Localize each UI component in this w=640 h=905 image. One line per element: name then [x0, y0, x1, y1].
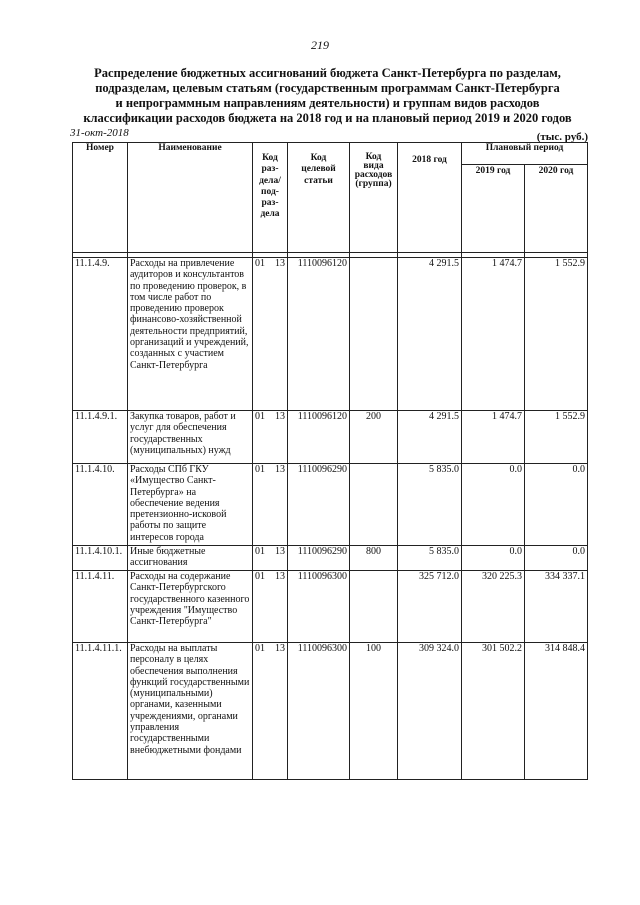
row-number: 11.1.4.10.1.: [73, 546, 128, 571]
table-row: [73, 643, 588, 780]
row-2020: 1 552.9: [525, 411, 588, 464]
row-number: 11.1.4.11.: [73, 571, 128, 643]
row-target: 1110096290: [288, 546, 350, 571]
header-section-line: дела: [260, 209, 280, 220]
section-code: 01: [255, 546, 265, 557]
row-number: 11.1.4.10.: [73, 464, 128, 546]
table-row: [73, 546, 588, 571]
header-group-line: Код: [365, 152, 382, 162]
header-name: Наименование: [128, 143, 253, 253]
row-2018: 309 324.0: [398, 643, 462, 780]
subsection-code: 13: [275, 258, 285, 269]
header-number: Номер: [73, 143, 128, 253]
row-number: 11.1.4.9.1.: [73, 411, 128, 464]
row-2019: 320 225.3: [462, 571, 525, 643]
table-row: [73, 258, 588, 411]
row-2018: 325 712.0: [398, 571, 462, 643]
row-2018: 5 835.0: [398, 546, 462, 571]
row-target: 1110096120: [288, 411, 350, 464]
row-section: [253, 546, 288, 571]
header-target-line: целевой: [301, 164, 336, 175]
row-section: [253, 258, 288, 411]
row-section: [253, 464, 288, 546]
header-section-line: дела/: [259, 175, 281, 186]
row-group: [350, 571, 398, 643]
row-number: 11.1.4.9.: [73, 258, 128, 411]
row-target: 1110096120: [288, 258, 350, 411]
row-section: [253, 411, 288, 464]
row-name: Расходы на содержание Санкт-Петербургского государственного казенного учреждения "Имущество Санкт-Петербурга": [128, 571, 253, 643]
row-name: Расходы СПб ГКУ «Имущество Санкт-Петербурга» на обеспечение ведения претензионно-исковой работы по защите интересов города: [128, 464, 253, 546]
header-target-line: статьи: [304, 175, 333, 186]
document-title: [70, 66, 585, 126]
title-line: классификации расходов бюджета на 2018 год и на плановый период 2019 и 2020 годов: [83, 111, 572, 125]
row-2019: 1 474.7: [462, 258, 525, 411]
row-target: 1110096290: [288, 464, 350, 546]
table-row: [73, 411, 588, 464]
subsection-code: 13: [275, 571, 285, 582]
row-group: [350, 464, 398, 546]
subsection-code: 13: [275, 464, 285, 475]
document-date: 31-окт-2018: [70, 127, 129, 139]
header-group-line: расходов: [354, 170, 393, 180]
table-header: [73, 143, 588, 258]
row-name: Расходы на привлечение аудиторов и консультантов по проведению проверок, в том числе работ по проведению проверок финансово-хозяйственной деятельности предприятий, организаций и учреждений, созданных с участием Санкт-Петербурга: [128, 258, 253, 411]
section-code: 01: [255, 258, 265, 269]
row-2019: 0.0: [462, 464, 525, 546]
row-section: [253, 571, 288, 643]
row-2018: 4 291.5: [398, 411, 462, 464]
row-name: Закупка товаров, работ и услуг для обеспечения государственных (муниципальных) нужд: [128, 411, 253, 464]
row-group: 200: [350, 411, 398, 464]
row-2020: 334 337.1: [525, 571, 588, 643]
subsection-code: 13: [275, 643, 285, 654]
row-2018: 4 291.5: [398, 258, 462, 411]
header-2018: 2018 год: [398, 143, 462, 253]
header-target-line: Код: [310, 153, 327, 163]
header-2020: 2020 год: [525, 165, 588, 253]
header-section-line: Код: [262, 153, 278, 163]
header-section-line: под-: [261, 186, 279, 197]
header-group-line: (группа): [355, 179, 392, 189]
row-2020: 0.0: [525, 546, 588, 571]
table-row: [73, 464, 588, 546]
table-body: [73, 258, 588, 780]
header-target: [288, 143, 350, 253]
row-2019: 0.0: [462, 546, 525, 571]
row-name: Расходы на выплаты персоналу в целях обеспечения выполнения функций государственными (муниципальными) органами, казенными учреждениями, органами управления государственными внебюджетными фондами: [128, 643, 253, 780]
row-2020: 314 848.4: [525, 643, 588, 780]
row-group: 800: [350, 546, 398, 571]
section-code: 01: [255, 571, 265, 582]
title-line: Распределение бюджетных ассигнований бюджета Санкт-Петербурга по разделам,: [94, 66, 561, 80]
row-name: Иные бюджетные ассигнования: [128, 546, 253, 571]
title-line: подразделам, целевым статьям (государственным программам Санкт-Петербурга: [95, 81, 560, 95]
row-2019: 1 474.7: [462, 411, 525, 464]
unit-label: (тыс. руб.): [536, 131, 588, 143]
row-section: [253, 643, 288, 780]
row-2020: 1 552.9: [525, 258, 588, 411]
header-section: [253, 143, 288, 253]
subsection-code: 13: [275, 546, 285, 557]
header-section-line: раз-: [261, 198, 279, 209]
row-target: 1110096300: [288, 643, 350, 780]
header-planned-period: Плановый период: [462, 143, 588, 165]
section-code: 01: [255, 464, 265, 475]
row-2018: 5 835.0: [398, 464, 462, 546]
budget-table: [72, 142, 588, 780]
row-2020: 0.0: [525, 464, 588, 546]
header-group-line: вида: [363, 161, 384, 171]
row-number: 11.1.4.11.1.: [73, 643, 128, 780]
header-section-line: раз-: [261, 164, 279, 175]
row-2019: 301 502.2: [462, 643, 525, 780]
subsection-code: 13: [275, 411, 285, 422]
row-target: 1110096300: [288, 571, 350, 643]
table-row: [73, 571, 588, 643]
title-line: и непрограммным направлениям деятельности) и группам видов расходов: [115, 96, 540, 110]
header-2019: 2019 год: [462, 165, 525, 253]
row-group: 100: [350, 643, 398, 780]
page-number: 219: [311, 38, 329, 52]
header-group: [350, 143, 398, 253]
section-code: 01: [255, 411, 265, 422]
row-group: [350, 258, 398, 411]
section-code: 01: [255, 643, 265, 654]
